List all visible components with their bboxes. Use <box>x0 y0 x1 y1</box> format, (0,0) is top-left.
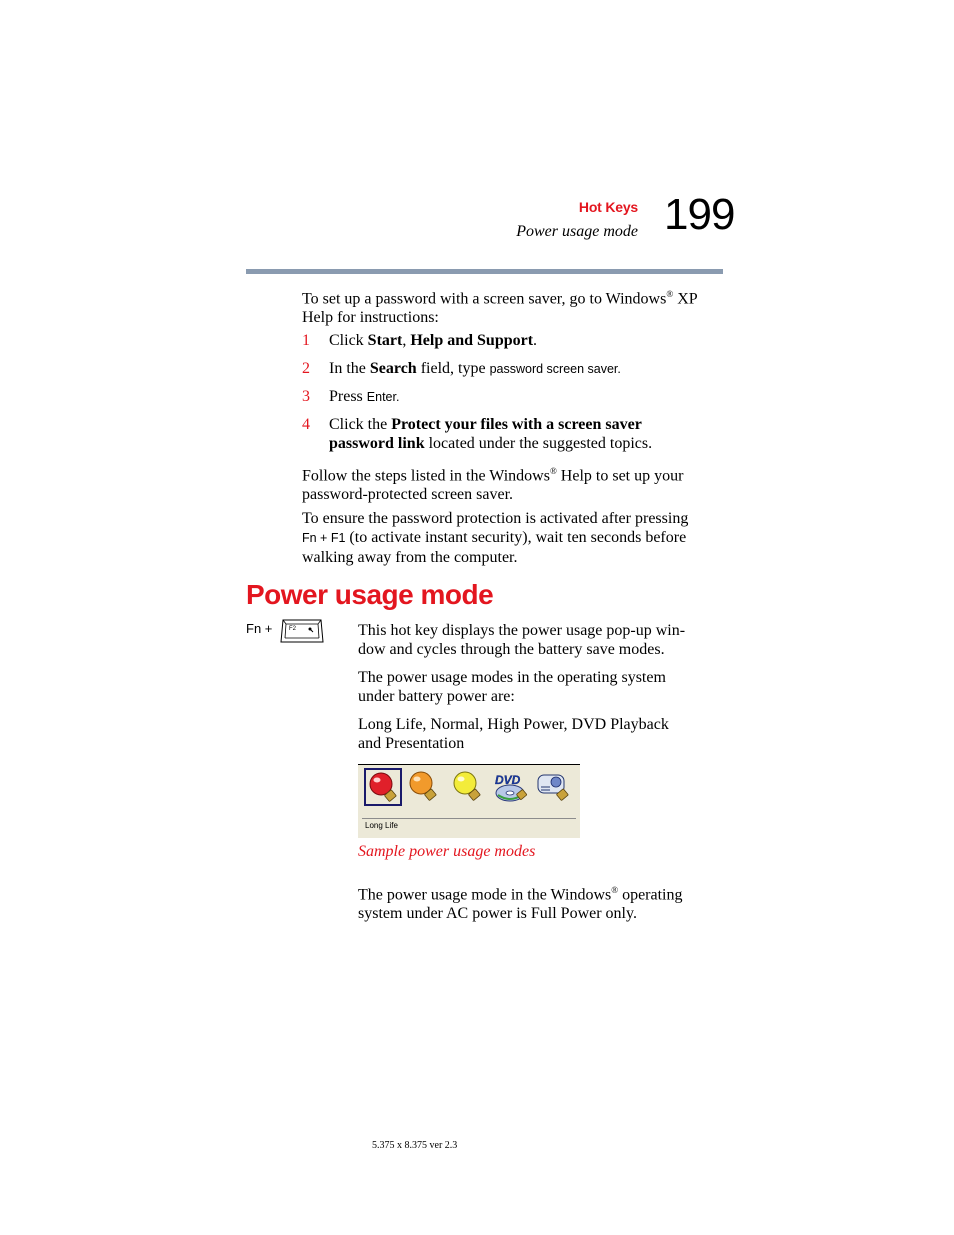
step-1 <box>302 331 722 350</box>
running-header-section: Hot Keys <box>578 199 638 215</box>
key-combo: Fn + F1 <box>302 531 346 545</box>
desc-line: This hot key displays the power usage pop-up win- <box>358 622 686 639</box>
step-number: 4 <box>302 416 310 433</box>
desc-line: under battery power are: <box>358 688 515 705</box>
ensure-line3: walking away from the computer. <box>302 549 518 566</box>
desc-line: system under AC power is Full Power only. <box>358 905 637 923</box>
step-text: located under the suggested topics. <box>424 435 653 452</box>
step-number: 1 <box>302 332 310 349</box>
desc-line: operating <box>618 886 683 904</box>
registered-mark: ® <box>666 289 674 299</box>
hotkey-description <box>358 621 728 659</box>
intro-paragraph <box>302 285 727 327</box>
ensure-paragraph <box>302 509 727 567</box>
step-text: field, type <box>416 360 490 377</box>
modes-list <box>358 715 728 753</box>
step-bold: password link <box>329 435 425 452</box>
high-power-mode-icon <box>450 769 488 807</box>
follow-paragraph <box>302 462 727 504</box>
step-text: Press <box>329 388 367 405</box>
dvd-logo-text: DVD <box>495 773 521 787</box>
normal-mode-icon <box>406 769 444 807</box>
intro-text: To set up a password with a screen saver, go to Windows <box>302 290 667 308</box>
popup-status-label: Long Life <box>362 818 576 832</box>
intro-line2: Help for instructions: <box>302 309 439 327</box>
step-text: . <box>533 332 538 349</box>
step-text: Click <box>329 332 368 349</box>
intro-text-end: XP <box>673 290 698 308</box>
step-number: 2 <box>302 360 310 377</box>
f2-key-icon <box>280 618 324 644</box>
step-bold: Protect your files with a screen saver <box>391 416 642 433</box>
ac-power-paragraph <box>358 881 728 923</box>
step-bold: Help and Support <box>410 332 534 349</box>
ensure-line2: (to activate instant security), wait ten seconds before <box>345 529 687 546</box>
step-bold: Search <box>369 360 417 377</box>
page-number: 199 <box>664 190 735 239</box>
step-4 <box>302 415 722 453</box>
desc-line: The power usage modes in the operating system <box>358 669 666 686</box>
registered-mark: ® <box>549 466 557 476</box>
figure-caption: Sample power usage modes <box>358 843 536 860</box>
desc-line: and Presentation <box>358 735 465 752</box>
ensure-line1: To ensure the password protection is activated after pressing <box>302 510 689 527</box>
desc-line: Long Life, Normal, High Power, DVD Playback <box>358 716 669 733</box>
presentation-mode-icon <box>534 769 572 807</box>
modes-intro <box>358 668 728 706</box>
step-number: 3 <box>302 388 310 405</box>
typed-text: password screen saver. <box>489 362 621 376</box>
section-heading: Power usage mode <box>246 579 494 610</box>
step-3 <box>302 387 722 407</box>
power-usage-popup-screenshot <box>358 764 580 838</box>
long-life-mode-icon <box>364 768 402 806</box>
running-header-subsection: Power usage mode <box>516 223 638 240</box>
key-cap-label: F2 <box>289 626 297 632</box>
desc-line: dow and cycles through the battery save modes. <box>358 641 665 658</box>
dvd-playback-mode-icon <box>492 769 530 807</box>
registered-mark: ® <box>611 885 619 895</box>
step-text: , <box>402 332 411 349</box>
follow-line2: password-protected screen saver. <box>302 486 514 504</box>
desc-line: The power usage mode in the Windows <box>358 886 612 904</box>
header-rule <box>246 269 723 274</box>
step-text: Click the <box>329 416 392 433</box>
step-bold: Start <box>367 332 403 349</box>
hotkey-label: Fn + <box>246 621 273 636</box>
page-footer: 5.375 x 8.375 ver 2.3 <box>372 1140 458 1151</box>
follow-text: Follow the steps listed in the Windows <box>302 467 550 485</box>
follow-text-end: Help to set up your <box>556 467 684 485</box>
step-text: In the <box>329 360 370 377</box>
step-2 <box>302 359 722 379</box>
key-name: Enter. <box>366 390 400 404</box>
